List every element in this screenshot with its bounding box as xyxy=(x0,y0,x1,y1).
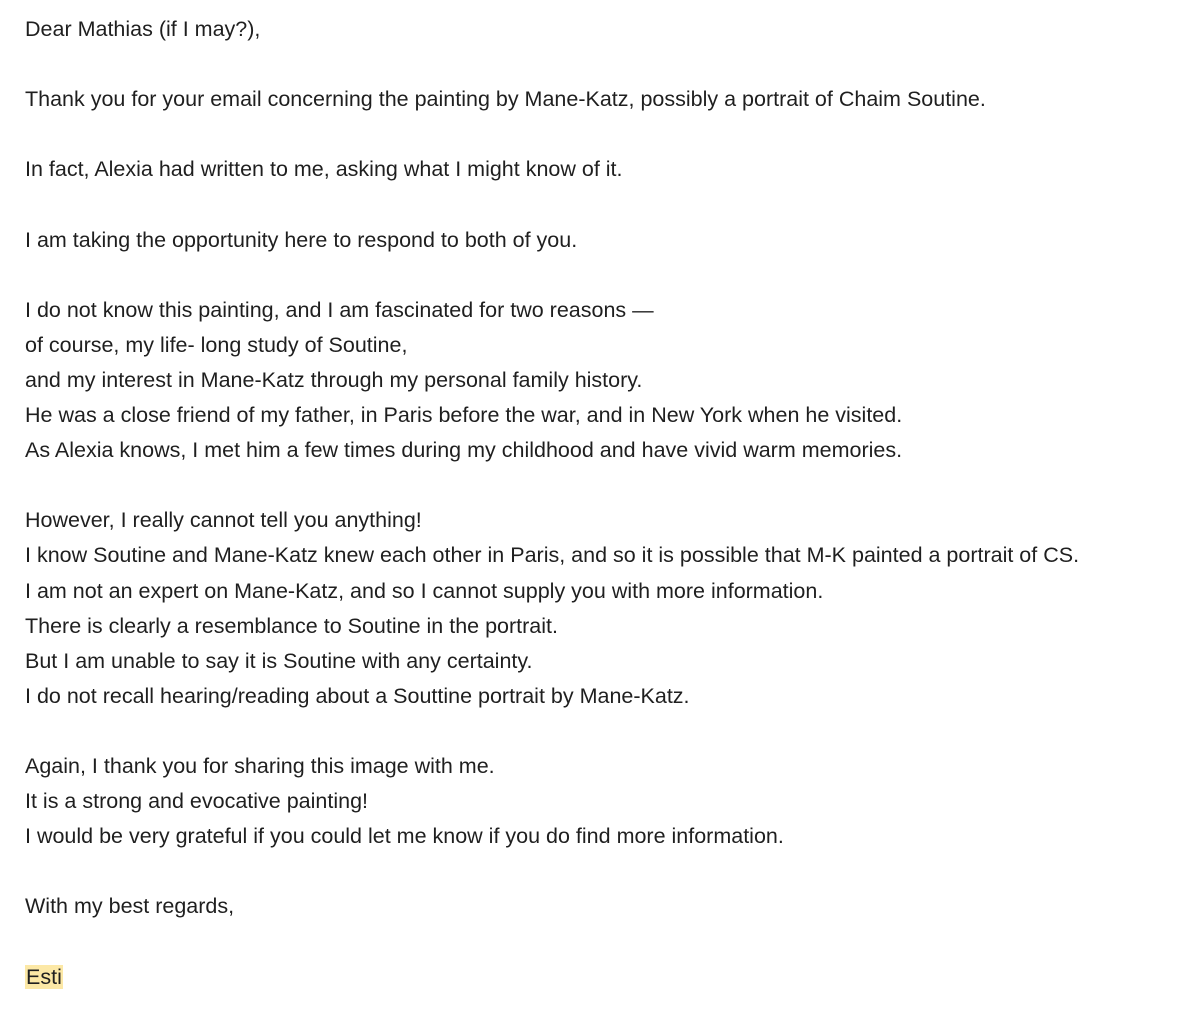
body-line: But I am unable to say it is Soutine with any certainty. xyxy=(25,648,533,673)
body-line: I do not know this painting, and I am fascinated for two reasons — xyxy=(25,297,654,322)
body-line: In fact, Alexia had written to me, asking what I might know of it. xyxy=(25,157,623,182)
signature-name: Esti xyxy=(26,964,62,989)
blank-line xyxy=(25,47,1195,82)
blank-line xyxy=(25,854,1195,889)
blank-line xyxy=(25,187,1195,222)
body-line: and my interest in Mane-Katz through my personal family history. xyxy=(25,367,643,392)
body-line: However, I really cannot tell you anything! xyxy=(25,508,422,533)
email-body xyxy=(25,12,1195,995)
body-line: I am not an expert on Mane-Katz, and so I cannot supply you with more information. xyxy=(25,578,824,603)
body-line: As Alexia knows, I met him a few times during my childhood and have vivid warm memories. xyxy=(25,438,903,463)
body-line: I would be very grateful if you could let me know if you do find more information. xyxy=(25,824,784,849)
body-line: of course, my life- long study of Soutine, xyxy=(25,332,408,357)
body-line: Again, I thank you for sharing this image with me. xyxy=(25,753,495,778)
body-line: Thank you for your email concerning the painting by Mane-Katz, possibly a portrait of Chaim Soutine. xyxy=(25,87,986,112)
body-line: There is clearly a resemblance to Soutine in the portrait. xyxy=(25,613,558,638)
signature-line xyxy=(25,960,1195,995)
blank-line xyxy=(25,924,1195,959)
closing-line: With my best regards, xyxy=(25,894,235,919)
blank-line xyxy=(25,468,1195,503)
greeting-line: Dear Mathias (if I may?), xyxy=(25,17,261,41)
blank-line xyxy=(25,117,1195,152)
body-line: I do not recall hearing/reading about a Souttine portrait by Mane-Katz. xyxy=(25,683,690,708)
body-line: It is a strong and evocative painting! xyxy=(25,789,369,814)
body-line: He was a close friend of my father, in Paris before the war, and in New York when he visited. xyxy=(25,403,903,428)
blank-line xyxy=(25,714,1195,749)
body-line: I know Soutine and Mane-Katz knew each other in Paris, and so it is possible that M-K painted a portrait of CS. xyxy=(25,543,1080,568)
body-line: I am taking the opportunity here to respond to both of you. xyxy=(25,227,578,252)
blank-line xyxy=(25,258,1195,293)
